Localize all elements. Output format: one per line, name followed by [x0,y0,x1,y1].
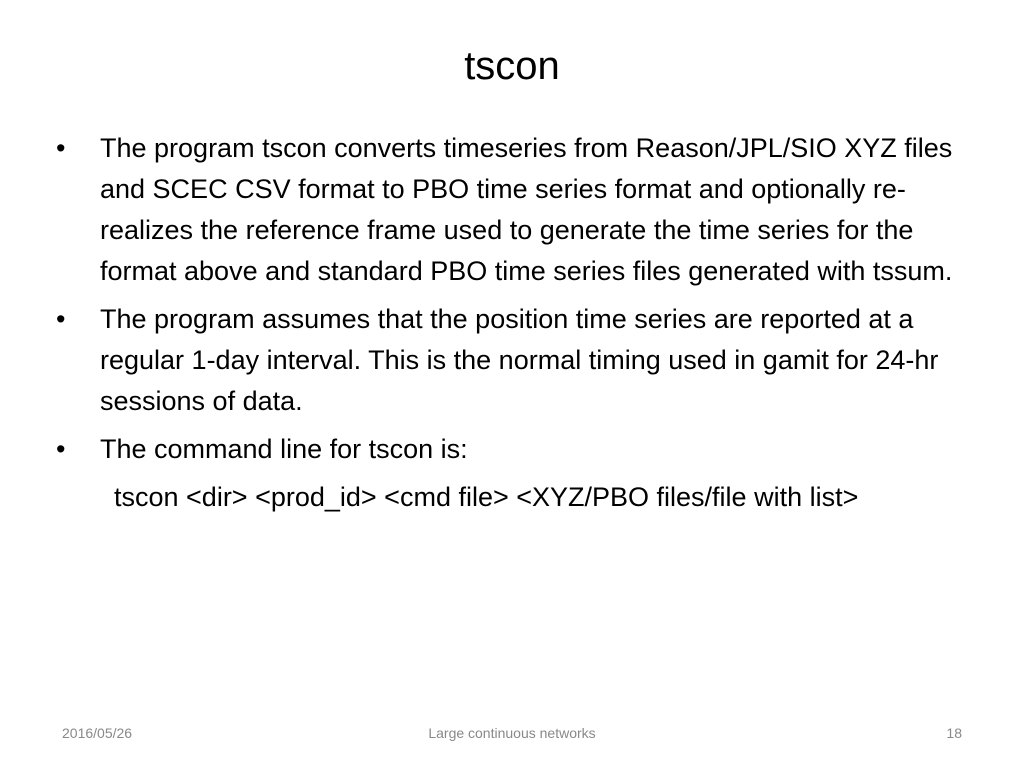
slide-content [56,128,966,518]
bullet-item [56,128,966,292]
bullet-text: The command line for tscon is: [100,434,468,464]
bullet-icon: • [56,133,66,163]
bullet-icon: • [56,434,66,464]
bullet-item [56,299,966,422]
footer-title: Large continuous networks [428,725,596,741]
footer-date: 2016/05/26 [62,725,133,741]
footer-page-number: 18 [946,725,962,741]
bullet-text: The program assumes that the position time series are reported at a regular 1-day interval. This is the normal timing used in gamit for 24-hr sessions of data. [100,304,939,416]
bullet-icon: • [56,304,66,334]
slide-title: tscon [464,44,560,88]
bullet-item [56,429,966,470]
bullet-text: The program tscon converts timeseries from Reason/JPL/SIO XYZ files and SCEC CSV format to PBO time series format and optionally re-realizes the reference frame used to generate the time series for the format above and standard PBO time series files generated with tssum. [100,133,953,286]
command-line-text: tscon <dir> <prod_id> <cmd file> <XYZ/PBO files/file with list> [114,482,859,512]
